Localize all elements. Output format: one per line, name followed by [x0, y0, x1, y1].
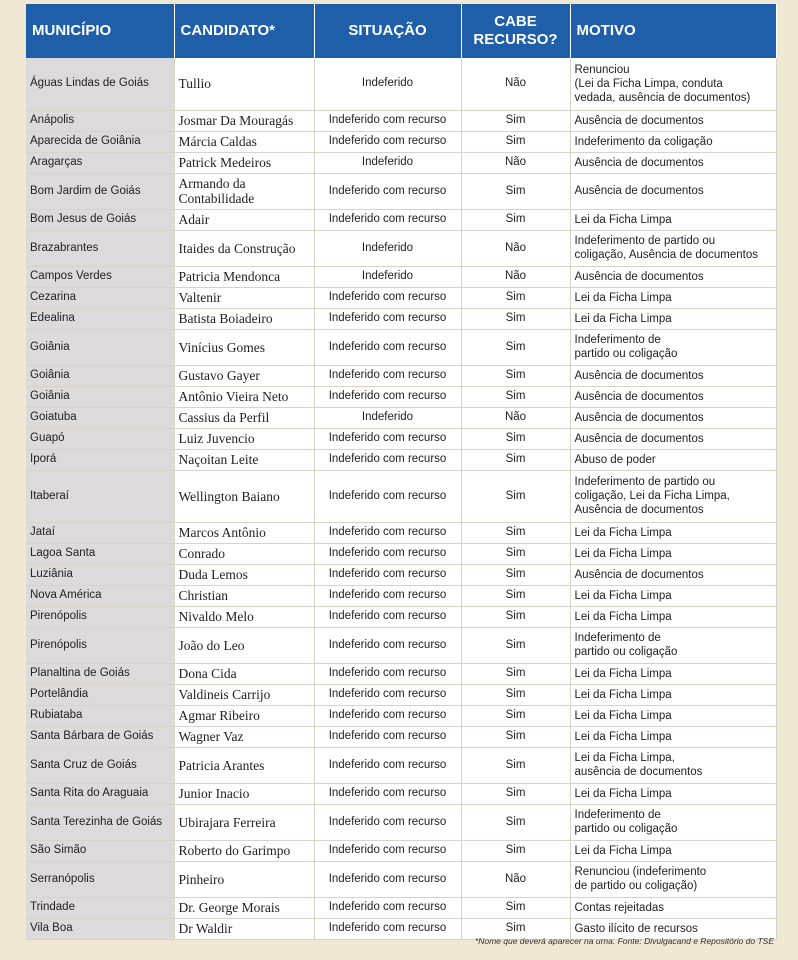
cell-motivo-line: de partido ou coligação) [574, 880, 698, 892]
cell-motivo [570, 726, 776, 747]
cell-motivo [570, 897, 776, 918]
cell-motivo [570, 783, 776, 804]
cell-motivo [570, 58, 776, 110]
cell-motivo [570, 606, 776, 627]
cell-motivo-line: Lei da Ficha Limpa [574, 547, 672, 560]
cell-motivo [570, 365, 776, 386]
cell-situacao: Indeferido com recurso [314, 897, 461, 918]
cell-cabe-recurso: Sim [461, 606, 570, 627]
cell-municipio: Bom Jardim de Goiás [26, 173, 174, 209]
cell-cabe-recurso: Sim [461, 428, 570, 449]
cell-motivo-line: Indeferimento de [574, 632, 661, 644]
cell-candidato: Christian [174, 585, 314, 606]
cell-motivo-line: Lei da Ficha Limpa [574, 709, 672, 722]
cell-candidato: Valtenir [174, 287, 314, 308]
cell-motivo [570, 543, 776, 564]
cell-municipio: Goiatuba [26, 407, 174, 428]
cell-motivo [570, 152, 776, 173]
cell-motivo-line: Indeferimento de [574, 334, 661, 346]
table-row [26, 407, 776, 428]
cell-motivo [570, 747, 776, 783]
table-row [26, 152, 776, 173]
cell-municipio: Portelândia [26, 684, 174, 705]
cell-municipio: Edealina [26, 308, 174, 329]
cell-municipio: Campos Verdes [26, 266, 174, 287]
table-row [26, 329, 776, 365]
cell-cabe-recurso: Sim [461, 804, 570, 840]
cell-candidato: Agmar Ribeiro [174, 705, 314, 726]
table-row [26, 230, 776, 266]
cell-cabe-recurso: Não [461, 152, 570, 173]
cell-motivo-line: Abuso de poder [574, 453, 656, 466]
cell-motivo-line: Lei da Ficha Limpa [574, 787, 672, 800]
cell-motivo-line: coligação, Ausência de documentos [574, 249, 758, 261]
cell-candidato: Batista Boiadeiro [174, 308, 314, 329]
cell-municipio: Luziânia [26, 564, 174, 585]
table-row [26, 365, 776, 386]
cell-motivo-line: Ausência de documentos [574, 432, 704, 445]
cell-municipio: Pirenópolis [26, 627, 174, 663]
cell-situacao: Indeferido com recurso [314, 173, 461, 209]
cell-motivo [570, 522, 776, 543]
cell-motivo [570, 407, 776, 428]
cell-motivo [570, 804, 776, 840]
cell-situacao: Indeferido [314, 230, 461, 266]
cell-motivo-line: Ausência de documentos [574, 185, 704, 197]
cell-motivo-line: (Lei da Ficha Limpa, conduta [574, 77, 723, 90]
cell-motivo [570, 173, 776, 209]
candidates-table [26, 4, 777, 940]
table-row [26, 522, 776, 543]
cell-motivo-line: Indeferimento de partido ou [574, 235, 716, 247]
cell-motivo [570, 684, 776, 705]
table-row [26, 726, 776, 747]
table-row [26, 663, 776, 684]
cell-situacao: Indeferido com recurso [314, 663, 461, 684]
cell-cabe-recurso: Não [461, 407, 570, 428]
cell-motivo-line: Ausência de documentos [574, 156, 704, 169]
cell-cabe-recurso: Sim [461, 918, 570, 939]
table-row [26, 287, 776, 308]
footnote: *Nome que deverá aparecer na urna. Fonte: Divulgacand e Repositório do TSE [474, 936, 774, 946]
cell-municipio: Santa Terezinha de Goiás [26, 804, 174, 840]
table-row [26, 470, 776, 522]
cell-municipio: Trindade [26, 897, 174, 918]
cell-candidato: Conrado [174, 543, 314, 564]
cell-situacao: Indeferido com recurso [314, 747, 461, 783]
cell-motivo [570, 110, 776, 131]
cell-cabe-recurso: Não [461, 230, 570, 266]
cell-situacao: Indeferido com recurso [314, 606, 461, 627]
cell-candidato: Wellington Baiano [174, 470, 314, 522]
cell-municipio: Serranópolis [26, 861, 174, 897]
table-row [26, 705, 776, 726]
cell-candidato: Nivaldo Melo [174, 606, 314, 627]
cell-municipio: Bom Jesus de Goiás [26, 209, 174, 230]
cell-municipio: Pirenópolis [26, 606, 174, 627]
cell-motivo-line: Lei da Ficha Limpa [574, 526, 672, 539]
cell-motivo-line: Renunciou (indeferimento [574, 866, 707, 878]
cell-motivo [570, 428, 776, 449]
cell-motivo-line: Lei da Ficha Limpa [574, 688, 672, 701]
header-cabe-recurso-line2: RECURSO? [473, 31, 558, 48]
cell-cabe-recurso: Sim [461, 287, 570, 308]
cell-municipio: Santa Cruz de Goiás [26, 747, 174, 783]
cell-situacao: Indeferido com recurso [314, 110, 461, 131]
cell-candidato: Dr. George Morais [174, 897, 314, 918]
cell-situacao: Indeferido com recurso [314, 684, 461, 705]
cell-motivo-line: partido ou coligação [574, 823, 678, 835]
cell-motivo [570, 470, 776, 522]
table-row [26, 684, 776, 705]
cell-situacao: Indeferido com recurso [314, 783, 461, 804]
header-cabe-recurso [461, 4, 570, 58]
cell-candidato: Dona Cida [174, 663, 314, 684]
cell-situacao: Indeferido com recurso [314, 308, 461, 329]
table-row [26, 627, 776, 663]
cell-motivo [570, 287, 776, 308]
cell-cabe-recurso: Sim [461, 386, 570, 407]
cell-candidato: Josmar Da Mouragás [174, 110, 314, 131]
cell-candidato-line: Contabilidade [178, 191, 255, 206]
table-row [26, 173, 776, 209]
table-row [26, 131, 776, 152]
cell-motivo-line: Contas rejeitadas [574, 901, 664, 914]
cell-cabe-recurso: Sim [461, 684, 570, 705]
cell-candidato: Adair [174, 209, 314, 230]
header-situacao: SITUAÇÃO [314, 4, 461, 58]
cell-cabe-recurso: Sim [461, 783, 570, 804]
cell-situacao: Indeferido [314, 152, 461, 173]
cell-motivo-line: Ausência de documentos [574, 411, 704, 424]
cell-municipio: Planaltina de Goiás [26, 663, 174, 684]
cell-cabe-recurso: Não [461, 58, 570, 110]
cell-situacao: Indeferido com recurso [314, 131, 461, 152]
cell-motivo-line: Ausência de documentos [574, 369, 704, 382]
table-row [26, 861, 776, 897]
cell-cabe-recurso: Sim [461, 627, 570, 663]
table-row [26, 386, 776, 407]
cell-candidato: Patricia Arantes [174, 747, 314, 783]
cell-situacao: Indeferido com recurso [314, 386, 461, 407]
cell-situacao: Indeferido [314, 58, 461, 110]
cell-candidato: Tullio [174, 58, 314, 110]
cell-candidato: Márcia Caldas [174, 131, 314, 152]
cell-candidato: Itaides da Construção [174, 230, 314, 266]
header-motivo: MOTIVO [570, 4, 776, 58]
cell-motivo [570, 386, 776, 407]
table-header-row [26, 4, 776, 58]
cell-motivo-line: partido ou coligação [574, 646, 678, 658]
cell-situacao: Indeferido com recurso [314, 564, 461, 585]
cell-cabe-recurso: Sim [461, 840, 570, 861]
cell-situacao: Indeferido [314, 266, 461, 287]
table-row [26, 840, 776, 861]
cell-cabe-recurso: Sim [461, 131, 570, 152]
cell-municipio: Águas Lindas de Goiás [26, 58, 174, 110]
cell-municipio: Aparecida de Goiânia [26, 131, 174, 152]
cell-municipio: São Simão [26, 840, 174, 861]
cell-situacao: Indeferido com recurso [314, 585, 461, 606]
table-row [26, 543, 776, 564]
cell-motivo [570, 329, 776, 365]
cell-situacao: Indeferido com recurso [314, 861, 461, 897]
cell-motivo-line: Lei da Ficha Limpa [574, 291, 672, 304]
cell-candidato: Ubirajara Ferreira [174, 804, 314, 840]
cell-situacao: Indeferido com recurso [314, 287, 461, 308]
cell-candidato: Luiz Juvencio [174, 428, 314, 449]
cell-situacao: Indeferido com recurso [314, 726, 461, 747]
cell-municipio: Santa Rita do Araguaia [26, 783, 174, 804]
cell-motivo-line: Indeferimento de partido ou [574, 476, 716, 488]
cell-motivo-line: Ausência de documentos [574, 270, 704, 283]
cell-motivo [570, 308, 776, 329]
cell-situacao: Indeferido com recurso [314, 329, 461, 365]
cell-municipio: Goiânia [26, 365, 174, 386]
table-row [26, 606, 776, 627]
cell-situacao: Indeferido com recurso [314, 543, 461, 564]
cell-cabe-recurso: Sim [461, 209, 570, 230]
cell-motivo-line: Lei da Ficha Limpa [574, 730, 672, 743]
cell-municipio: Iporá [26, 449, 174, 470]
cell-situacao: Indeferido com recurso [314, 918, 461, 939]
cell-motivo-line: Lei da Ficha Limpa [574, 213, 672, 226]
cell-motivo [570, 209, 776, 230]
cell-situacao: Indeferido com recurso [314, 428, 461, 449]
cell-cabe-recurso: Sim [461, 663, 570, 684]
cell-municipio: Santa Bárbara de Goiás [26, 726, 174, 747]
header-candidato: CANDIDATO* [174, 4, 314, 58]
cell-candidato: João do Leo [174, 627, 314, 663]
cell-cabe-recurso: Sim [461, 449, 570, 470]
table-row [26, 110, 776, 131]
cell-motivo [570, 564, 776, 585]
cell-cabe-recurso: Sim [461, 564, 570, 585]
header-cabe-recurso-line1: CABE [494, 13, 537, 30]
cell-municipio: Cezarina [26, 287, 174, 308]
cell-cabe-recurso: Sim [461, 110, 570, 131]
table-row [26, 209, 776, 230]
cell-candidato: Roberto do Garimpo [174, 840, 314, 861]
table-row [26, 308, 776, 329]
table-row [26, 747, 776, 783]
cell-candidato: Antônio Vieira Neto [174, 386, 314, 407]
cell-cabe-recurso: Sim [461, 365, 570, 386]
cell-candidato: Marcos Antônio [174, 522, 314, 543]
cell-motivo-line: ausência de documentos [574, 766, 703, 778]
cell-cabe-recurso: Sim [461, 470, 570, 522]
cell-situacao: Indeferido com recurso [314, 627, 461, 663]
cell-candidato: Wagner Vaz [174, 726, 314, 747]
cell-situacao: Indeferido com recurso [314, 705, 461, 726]
cell-situacao: Indeferido com recurso [314, 522, 461, 543]
cell-situacao: Indeferido com recurso [314, 365, 461, 386]
cell-situacao: Indeferido com recurso [314, 470, 461, 522]
cell-motivo-line: Ausência de documentos [574, 390, 704, 403]
cell-situacao: Indeferido com recurso [314, 840, 461, 861]
table-row [26, 58, 776, 110]
cell-situacao: Indeferido com recurso [314, 449, 461, 470]
cell-cabe-recurso: Sim [461, 897, 570, 918]
cell-motivo-line: Renunciou [574, 63, 630, 76]
cell-municipio: Jataí [26, 522, 174, 543]
cell-candidato: Junior Inacio [174, 783, 314, 804]
cell-municipio: Anápolis [26, 110, 174, 131]
cell-municipio: Lagoa Santa [26, 543, 174, 564]
cell-motivo-line: Lei da Ficha Limpa [574, 667, 672, 680]
cell-cabe-recurso: Sim [461, 705, 570, 726]
cell-cabe-recurso: Sim [461, 747, 570, 783]
cell-motivo-line: Ausência de documentos [574, 114, 704, 127]
table-body [26, 58, 776, 939]
table-row [26, 564, 776, 585]
cell-cabe-recurso: Não [461, 266, 570, 287]
candidates-table-sheet [26, 4, 776, 940]
table-row [26, 897, 776, 918]
cell-candidato: Naçoitan Leite [174, 449, 314, 470]
cell-motivo [570, 131, 776, 152]
cell-municipio: Vila Boa [26, 918, 174, 939]
header-municipio: MUNICÍPIO [26, 4, 174, 58]
cell-candidato: Cassius da Perfil [174, 407, 314, 428]
cell-motivo-line: Indeferimento de [574, 809, 661, 821]
cell-candidato: Dr Waldir [174, 918, 314, 939]
cell-motivo-line: Ausência de documentos [574, 504, 704, 516]
cell-municipio: Goiânia [26, 329, 174, 365]
cell-situacao: Indeferido com recurso [314, 804, 461, 840]
cell-cabe-recurso: Sim [461, 585, 570, 606]
cell-motivo-line: Ausência de documentos [574, 568, 704, 581]
cell-municipio: Nova América [26, 585, 174, 606]
cell-candidato: Gustavo Gayer [174, 365, 314, 386]
cell-cabe-recurso: Sim [461, 308, 570, 329]
cell-candidato: Duda Lemos [174, 564, 314, 585]
cell-municipio: Goiânia [26, 386, 174, 407]
cell-motivo [570, 627, 776, 663]
cell-situacao: Indeferido com recurso [314, 209, 461, 230]
cell-motivo-line: Lei da Ficha Limpa [574, 610, 672, 623]
table-row [26, 266, 776, 287]
table-row [26, 804, 776, 840]
cell-municipio: Rubiataba [26, 705, 174, 726]
cell-motivo [570, 663, 776, 684]
cell-candidato-line: Armando da [178, 176, 246, 191]
cell-candidato [174, 173, 314, 209]
cell-motivo [570, 705, 776, 726]
cell-motivo [570, 585, 776, 606]
cell-cabe-recurso: Sim [461, 543, 570, 564]
cell-motivo [570, 449, 776, 470]
cell-municipio: Itaberaí [26, 470, 174, 522]
cell-candidato: Pinheiro [174, 861, 314, 897]
cell-municipio: Aragarças [26, 152, 174, 173]
cell-motivo-line: coligação, Lei da Ficha Limpa, [574, 490, 730, 502]
cell-motivo-line: partido ou coligação [574, 348, 678, 360]
cell-motivo-line: Indeferimento da coligação [574, 135, 713, 148]
cell-motivo [570, 861, 776, 897]
cell-candidato: Vinícius Gomes [174, 329, 314, 365]
cell-motivo-line: Lei da Ficha Limpa [574, 589, 672, 602]
table-row [26, 428, 776, 449]
cell-motivo-line: vedada, ausência de documentos) [574, 91, 751, 104]
table-row [26, 585, 776, 606]
cell-cabe-recurso: Sim [461, 726, 570, 747]
cell-candidato: Valdineis Carrijo [174, 684, 314, 705]
cell-situacao: Indeferido [314, 407, 461, 428]
cell-candidato: Patricia Mendonca [174, 266, 314, 287]
cell-cabe-recurso: Não [461, 861, 570, 897]
cell-candidato: Patrick Medeiros [174, 152, 314, 173]
cell-motivo-line: Lei da Ficha Limpa [574, 312, 672, 325]
table-row [26, 449, 776, 470]
cell-motivo-line: Gasto ilícito de recursos [574, 922, 698, 935]
cell-municipio: Guapó [26, 428, 174, 449]
cell-cabe-recurso: Sim [461, 522, 570, 543]
cell-motivo [570, 266, 776, 287]
cell-cabe-recurso: Sim [461, 329, 570, 365]
table-row [26, 783, 776, 804]
cell-cabe-recurso: Sim [461, 173, 570, 209]
cell-motivo-line: Lei da Ficha Limpa [574, 844, 672, 857]
cell-municipio: Brazabrantes [26, 230, 174, 266]
cell-motivo [570, 840, 776, 861]
cell-motivo-line: Lei da Ficha Limpa, [574, 752, 675, 764]
cell-motivo [570, 230, 776, 266]
